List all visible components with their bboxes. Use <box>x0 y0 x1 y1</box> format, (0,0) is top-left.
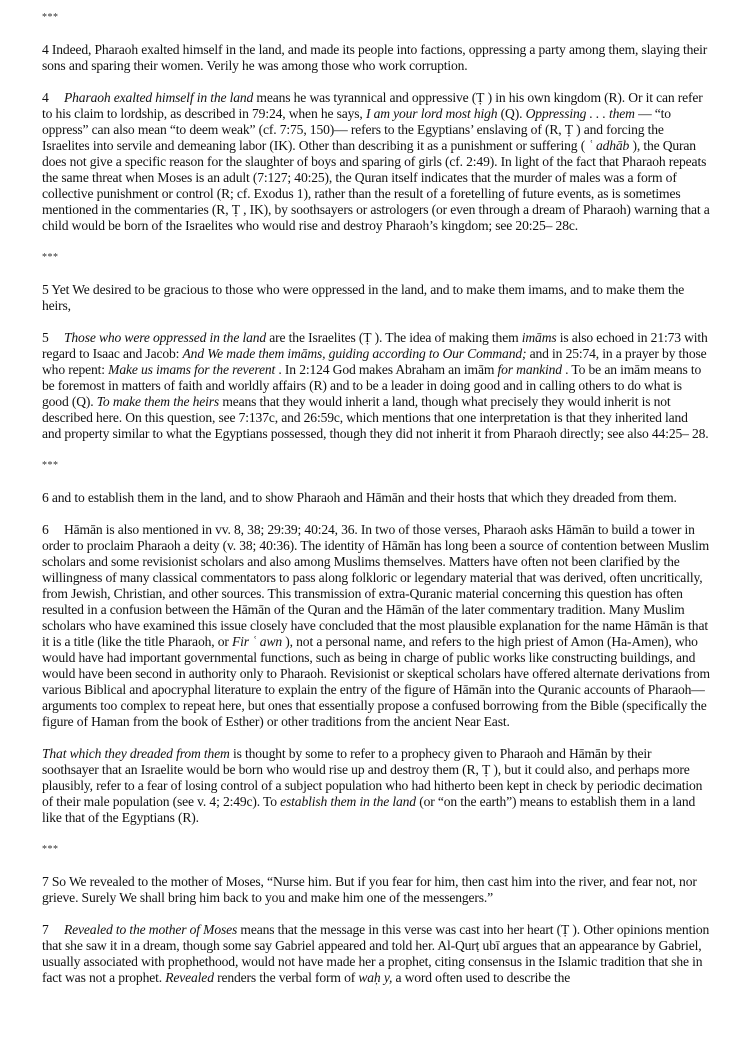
emphasized-quote: for mankind <box>497 362 562 377</box>
commentary-text: is thought by some to refer to a prophecy given to Pharaoh and Hāmān by their soothsayer that an Israelite would be born who would rise up and destroy them (R, Ṭ ), but it could also, and perhaps more plausibly, refer to a fear of losing control of a subject population who had hitherto been kept in check by periodic decimation of their male population (see v. 4; 2:49c). To <box>42 746 703 809</box>
commentary-text: ), not a personal name, and refers to the high priest of Amon (Ha-Amen), who would have had important governmental functions, such as being in charge of public works like constructing buildings, and would have been second in authority only to Pharaoh. Revisionist or skeptical scholars have offered alternate derivations from various Biblical and apocryphal literature to explain the entry of the figure of Hāmān into the Quranic accounts of Pharaoh— arguments too complex to repeat here, but ones that essentially propose a confused borrowing from the Bible (specifically the figure of Haman from the book of Esther) or other traditions from the ancient Near East. <box>42 634 710 729</box>
verse-4-text: 4 Indeed, Pharaoh exalted himself in the land, and made its people into factions, oppressing a party among them, slaying their sons and sparing their women. Verily he was among those who work corruption. <box>42 42 708 73</box>
commentary-text: are the Israelites (Ṭ ). The idea of making them <box>266 330 522 345</box>
emphasized-quote: Revealed to the mother of Moses <box>64 922 238 937</box>
emphasized-quote: Fir ʿ awn <box>232 634 283 649</box>
verse-4-commentary <box>42 90 710 234</box>
verse-6-text: 6 and to establish them in the land, and to show Pharaoh and Hāmān and their hosts that which they dreaded from them. <box>42 490 677 505</box>
commentary-text: means that they would inherit a land, though what precisely they would inherit is not described here. On this question, see 7:137c, and 26:59c, which mentions that one interpretation is that they inherited land and property similar to what the Egyptians possessed, though they did not inherit it from Pharaoh directly; see also 44:25– 28. <box>42 394 709 441</box>
commentary-text: . To be an imām means to be foremost in matters of faith and worldly affairs (R) and to be a leader in doing good and in calling others to do what is good (Q). <box>42 362 702 409</box>
commentary-verse-number: 7 <box>42 922 49 937</box>
commentary-text: means he was tyrannical and oppressive (Ṭ ) in his own kingdom (R). Or it can refer to his claim to lordship, as described in 79:24, when he says, <box>42 90 703 121</box>
emphasized-quote: I am your lord most high <box>365 106 498 121</box>
commentary-text: and in 25:74, in a prayer by those who repent: <box>42 346 707 377</box>
emphasized-quote: Make us imams for the reverent <box>108 362 276 377</box>
section-separator: *** <box>42 460 59 471</box>
emphasized-quote: establish them in the land <box>280 794 416 809</box>
verse-5-commentary <box>42 330 710 442</box>
commentary-text: Hāmān is also mentioned in vv. 8, 38; 29:39; 40:24, 36. In two of those verses, Pharaoh asks Hāmān to build a tower in order to proclaim Pharaoh a deity (v. 38; 40:36). The identity of Hāmān has long been a source of contention between Muslim scholars and some revisionist scholars and also among Muslims themselves. Matters have often not been clarified by the willingness of many classical commentators to pass along folkloric or legendary material that was derived, often uncritically, from Jewish, Christian, and other sources. This transmission of extra-Quranic material concerning this question has often resulted in a confusion between the Hāmān of the Quran and the Hāmān of the later commentary tradition. Many Muslim scholars who have examined this issue closely have concluded that the most plausible explanation for the name Hāmān is that it is a title (like the title Pharaoh, or <box>42 522 710 649</box>
commentary-verse-number: 5 <box>42 330 49 345</box>
verse-5-text: 5 Yet We desired to be gracious to those who were oppressed in the land, and to make them imams, and to make them the heirs, <box>42 282 685 313</box>
commentary-verse-number: 6 <box>42 522 49 537</box>
document-page <box>42 10 710 1002</box>
emphasized-quote: Revealed <box>165 970 214 985</box>
emphasized-quote: That which they dreaded from them <box>42 746 230 761</box>
verse-7-text: 7 So We revealed to the mother of Moses, “Nurse him. But if you fear for him, then cast him into the river, and fear not, nor grieve. Surely We shall bring him back to you and make him one of the messengers.” <box>42 874 697 905</box>
emphasized-quote: imāms <box>521 330 557 345</box>
commentary-text: — “to oppress” can also mean “to deem weak” (cf. 7:75, 150)— refers to the Egyptians’ enslaving of (R, Ṭ ) and forcing the Israelites into servile and demeaning labor (IK). Other than describing it as a punishment or suffering ( <box>42 106 671 153</box>
commentary-text: is also echoed in 21:73 with regard to Isaac and Jacob: <box>42 330 708 361</box>
emphasized-quote: waḥ y, <box>358 970 393 985</box>
verse-7-commentary <box>42 922 710 986</box>
commentary-text: (or “on the earth”) means to establish them in a land like that of the Egyptians (R). <box>42 794 696 825</box>
emphasized-quote: Those who were oppressed in the land <box>64 330 267 345</box>
emphasized-quote: And We made them imāms, guiding according to Our Command; <box>182 346 527 361</box>
commentary-text: renders the verbal form of <box>213 970 359 985</box>
commentary-verse-number: 4 <box>42 90 49 105</box>
commentary-text: . In 2:124 God makes Abraham an imām <box>275 362 498 377</box>
commentary-text: ), the Quran does not give a specific reason for the slaughter of boys and sparing of girls (cf. 2:49). In light of the fact that Pharaoh repeats the same threat when Moses is an adult (7:127; 40:25), the Quran itself indicates that the murder of males was a form of collective punishment or control (R; cf. Exodus 1), rather than the result of a foretelling of future events, as is sometimes mentioned in the commentaries (R, Ṭ , IK), by soothsayers or astrologers (or even through a dream of Pharaoh) warning that a child would be born of the Israelites who would rise and destroy Pharaoh’s kingdom; see 20:25– 28c. <box>42 138 710 233</box>
commentary-text: means that the message in this verse was cast into her heart (Ṭ ). Other opinions mention that she saw it in a dream, though some say Gabriel appeared and told her. Al-Qurṭ ubī argues that an appearance by Gabriel, usually associated with prophethood, would not have made her a prophet, citing consensus in the Islamic tradition that she in fact was not a prophet. <box>42 922 710 985</box>
commentary-text: (Q). <box>497 106 526 121</box>
commentary-text: a word often used to describe the <box>392 970 571 985</box>
section-separator: *** <box>42 844 59 855</box>
verse-6-commentary <box>42 522 710 730</box>
emphasized-quote: ʿ adhāb <box>588 138 630 153</box>
section-separator: *** <box>42 12 59 23</box>
emphasized-quote: Oppressing . . . them <box>525 106 635 121</box>
emphasized-quote: Pharaoh exalted himself in the land <box>64 90 254 105</box>
emphasized-quote: To make them the heirs <box>96 394 220 409</box>
verse-6-commentary-continued <box>42 746 710 826</box>
section-separator: *** <box>42 252 59 263</box>
